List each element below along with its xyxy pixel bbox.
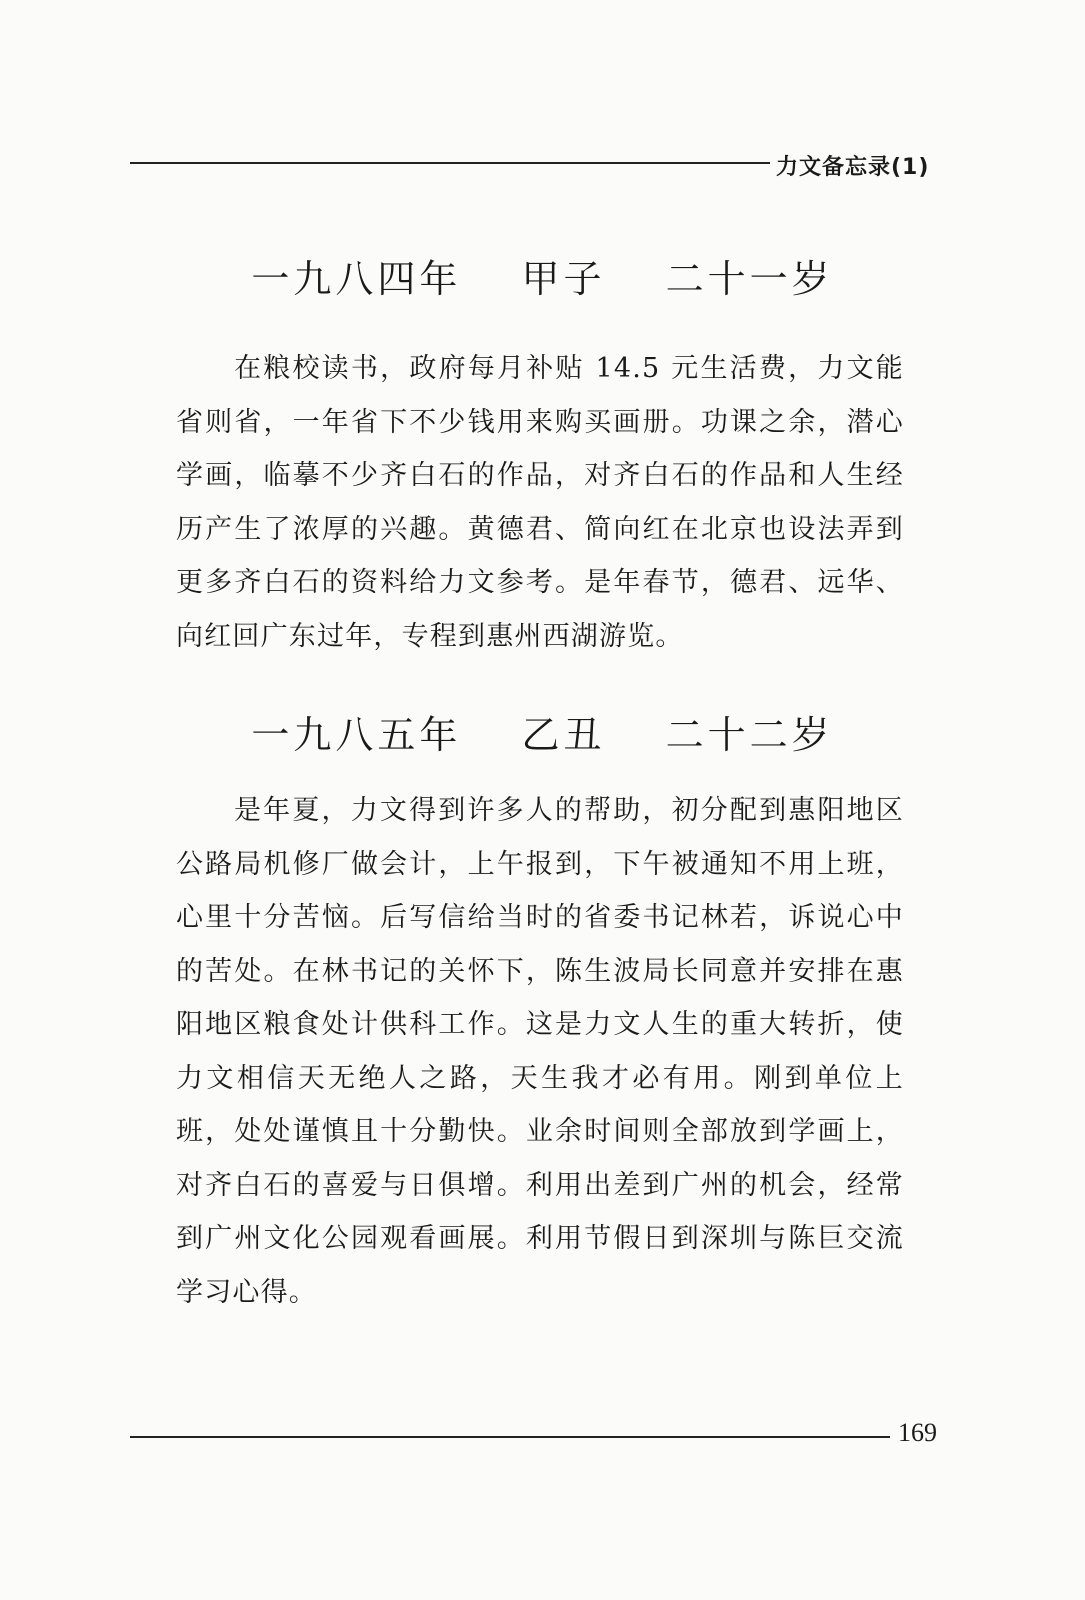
- paragraph-1985: 是年夏，力文得到许多人的帮助，初分配到惠阳地区公路局机修厂做会计，上午报到，下午被通知不用上班，心里十分苦恼。后写信给当时的省委书记林若，诉说心中的苦处。在林书记的关怀下，陈生波局长同意并安排在惠阳地区粮食处计供科工作。这是力文人生的重大转折，使力文相信天无绝人之路，天生我才必有用。刚到单位上班，处处谨慎且十分勤快。业余时间则全部放到学画上，对齐白石的喜爱与日俱增。利用出差到广州的机会，经常到广州文化公园观看画展。利用节假日到深圳与陈巨交流学习心得。: [176, 795, 904, 1308]
- running-title: 力文备忘录(1): [776, 155, 930, 180]
- year-heading-1984: [0, 248, 1085, 303]
- heading-stem-branch: 乙丑: [521, 713, 606, 757]
- heading-year: 一九八五年: [251, 713, 462, 757]
- heading-year: 一九八四年: [251, 257, 462, 301]
- footer-rule: [130, 1436, 890, 1438]
- header-rule: [130, 162, 770, 164]
- heading-age: 二十二岁: [665, 713, 834, 757]
- year-heading-1985: [0, 704, 1085, 759]
- heading-stem-branch: 甲子: [521, 257, 606, 301]
- heading-age: 二十一岁: [665, 257, 834, 301]
- page-number: 169: [898, 1418, 937, 1447]
- paragraph-1984: 在粮校读书，政府每月补贴 14.5 元生活费，力文能省则省，一年省下不少钱用来购买画册。功课之余，潜心学画，临摹不少齐白石的作品，对齐白石的作品和人生经历产生了浓厚的兴趣。黄德君、简向红在北京也设法弄到更多齐白石的资料给力文参考。是年春节，德君、远华、向红回广东过年，专程到惠州西湖游览。: [176, 353, 904, 652]
